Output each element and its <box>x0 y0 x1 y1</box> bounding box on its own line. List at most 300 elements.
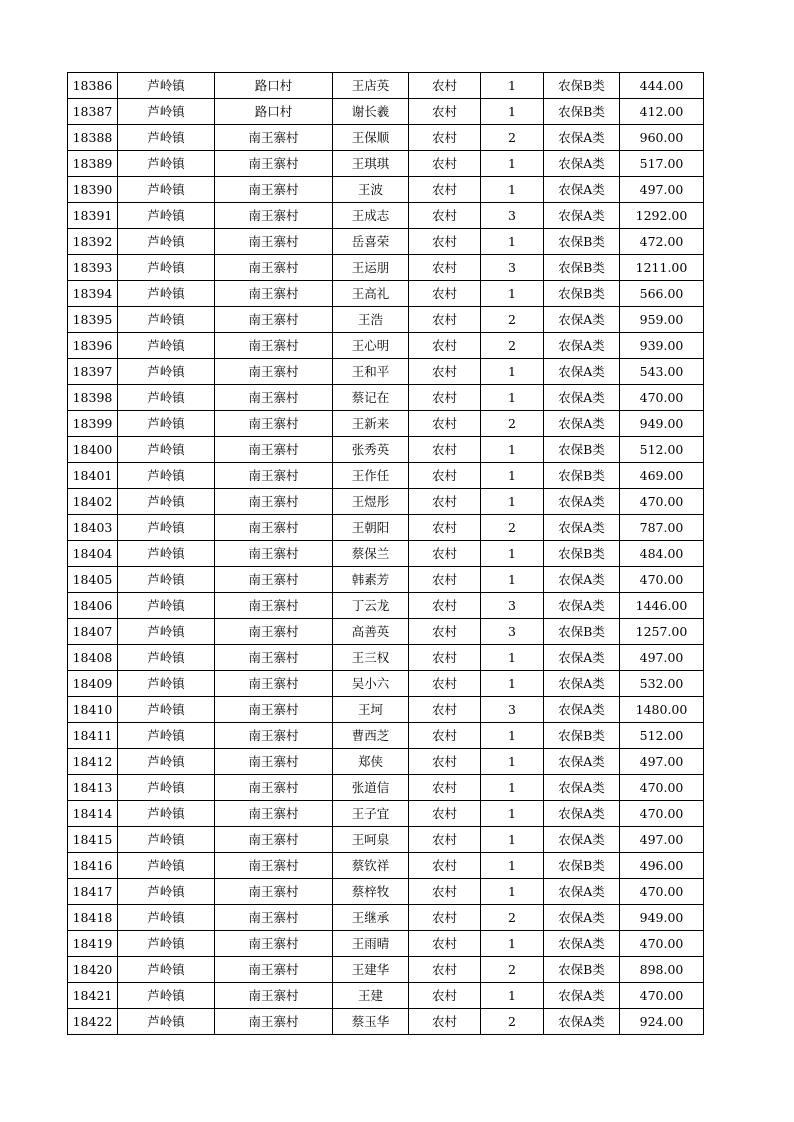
insurance-category-cell: 农保A类 <box>544 671 620 697</box>
insurance-category-cell: 农保A类 <box>544 983 620 1009</box>
household-type-cell: 农村 <box>409 619 481 645</box>
village-cell: 南王寨村 <box>215 281 333 307</box>
household-type-cell: 农村 <box>409 697 481 723</box>
amount-cell: 959.00 <box>620 307 704 333</box>
insurance-category-cell: 农保A类 <box>544 749 620 775</box>
table-row <box>68 333 704 359</box>
table-row <box>68 619 704 645</box>
town-cell: 芦岭镇 <box>118 229 215 255</box>
row-number-cell: 18410 <box>68 697 118 723</box>
amount-cell: 512.00 <box>620 723 704 749</box>
town-cell: 芦岭镇 <box>118 281 215 307</box>
amount-cell: 512.00 <box>620 437 704 463</box>
village-cell: 南王寨村 <box>215 645 333 671</box>
town-cell: 芦岭镇 <box>118 671 215 697</box>
insurance-category-cell: 农保A类 <box>544 879 620 905</box>
table-row <box>68 229 704 255</box>
amount-cell: 949.00 <box>620 905 704 931</box>
insurance-category-cell: 农保B类 <box>544 619 620 645</box>
town-cell: 芦岭镇 <box>118 1009 215 1035</box>
amount-cell: 1211.00 <box>620 255 704 281</box>
household-type-cell: 农村 <box>409 437 481 463</box>
household-type-cell: 农村 <box>409 775 481 801</box>
town-cell: 芦岭镇 <box>118 125 215 151</box>
row-number-cell: 18399 <box>68 411 118 437</box>
name-cell: 张道信 <box>333 775 409 801</box>
insurance-category-cell: 农保B类 <box>544 437 620 463</box>
member-count-cell: 1 <box>481 671 544 697</box>
member-count-cell: 1 <box>481 177 544 203</box>
table-row <box>68 567 704 593</box>
insurance-category-cell: 农保A类 <box>544 333 620 359</box>
member-count-cell: 1 <box>481 489 544 515</box>
insurance-category-cell: 农保B类 <box>544 541 620 567</box>
table-row <box>68 177 704 203</box>
table-row <box>68 671 704 697</box>
insurance-category-cell: 农保A类 <box>544 411 620 437</box>
row-number-cell: 18407 <box>68 619 118 645</box>
insurance-category-cell: 农保A类 <box>544 151 620 177</box>
amount-cell: 898.00 <box>620 957 704 983</box>
amount-cell: 470.00 <box>620 931 704 957</box>
row-number-cell: 18409 <box>68 671 118 697</box>
row-number-cell: 18414 <box>68 801 118 827</box>
table-row <box>68 723 704 749</box>
village-cell: 南王寨村 <box>215 775 333 801</box>
amount-cell: 470.00 <box>620 775 704 801</box>
table-row <box>68 1009 704 1035</box>
town-cell: 芦岭镇 <box>118 541 215 567</box>
insurance-category-cell: 农保B类 <box>544 853 620 879</box>
member-count-cell: 1 <box>481 723 544 749</box>
town-cell: 芦岭镇 <box>118 775 215 801</box>
village-cell: 南王寨村 <box>215 307 333 333</box>
table-row <box>68 359 704 385</box>
row-number-cell: 18403 <box>68 515 118 541</box>
village-cell: 南王寨村 <box>215 567 333 593</box>
name-cell: 王坷 <box>333 697 409 723</box>
name-cell: 王浩 <box>333 307 409 333</box>
household-type-cell: 农村 <box>409 359 481 385</box>
amount-cell: 497.00 <box>620 827 704 853</box>
town-cell: 芦岭镇 <box>118 697 215 723</box>
town-cell: 芦岭镇 <box>118 593 215 619</box>
household-type-cell: 农村 <box>409 541 481 567</box>
name-cell: 王作任 <box>333 463 409 489</box>
member-count-cell: 1 <box>481 827 544 853</box>
member-count-cell: 2 <box>481 125 544 151</box>
household-type-cell: 农村 <box>409 203 481 229</box>
row-number-cell: 18406 <box>68 593 118 619</box>
insurance-category-cell: 农保A类 <box>544 359 620 385</box>
row-number-cell: 18388 <box>68 125 118 151</box>
insurance-category-cell: 农保A类 <box>544 775 620 801</box>
row-number-cell: 18405 <box>68 567 118 593</box>
household-type-cell: 农村 <box>409 723 481 749</box>
insurance-category-cell: 农保A类 <box>544 307 620 333</box>
table-row <box>68 957 704 983</box>
household-type-cell: 农村 <box>409 1009 481 1035</box>
table-row <box>68 307 704 333</box>
row-number-cell: 18386 <box>68 73 118 99</box>
town-cell: 芦岭镇 <box>118 203 215 229</box>
household-type-cell: 农村 <box>409 177 481 203</box>
insurance-category-cell: 农保A类 <box>544 827 620 853</box>
name-cell: 王波 <box>333 177 409 203</box>
household-type-cell: 农村 <box>409 593 481 619</box>
name-cell: 王店英 <box>333 73 409 99</box>
name-cell: 蔡保兰 <box>333 541 409 567</box>
table-row <box>68 73 704 99</box>
village-cell: 南王寨村 <box>215 983 333 1009</box>
insurance-category-cell: 农保A类 <box>544 567 620 593</box>
household-type-cell: 农村 <box>409 801 481 827</box>
village-cell: 南王寨村 <box>215 177 333 203</box>
amount-cell: 1292.00 <box>620 203 704 229</box>
insurance-category-cell: 农保A类 <box>544 203 620 229</box>
village-cell: 南王寨村 <box>215 541 333 567</box>
table-row <box>68 489 704 515</box>
member-count-cell: 2 <box>481 515 544 541</box>
table-row <box>68 983 704 1009</box>
amount-cell: 470.00 <box>620 983 704 1009</box>
town-cell: 芦岭镇 <box>118 905 215 931</box>
table-row <box>68 905 704 931</box>
amount-cell: 787.00 <box>620 515 704 541</box>
household-type-cell: 农村 <box>409 749 481 775</box>
household-type-cell: 农村 <box>409 463 481 489</box>
insurance-category-cell: 农保A类 <box>544 905 620 931</box>
member-count-cell: 1 <box>481 359 544 385</box>
amount-cell: 412.00 <box>620 99 704 125</box>
town-cell: 芦岭镇 <box>118 177 215 203</box>
town-cell: 芦岭镇 <box>118 437 215 463</box>
town-cell: 芦岭镇 <box>118 801 215 827</box>
member-count-cell: 2 <box>481 333 544 359</box>
insurance-category-cell: 农保A类 <box>544 489 620 515</box>
row-number-cell: 18393 <box>68 255 118 281</box>
village-cell: 南王寨村 <box>215 463 333 489</box>
amount-cell: 566.00 <box>620 281 704 307</box>
village-cell: 南王寨村 <box>215 931 333 957</box>
table-row <box>68 827 704 853</box>
name-cell: 王高礼 <box>333 281 409 307</box>
household-type-cell: 农村 <box>409 671 481 697</box>
table-row <box>68 463 704 489</box>
name-cell: 曹西芝 <box>333 723 409 749</box>
amount-cell: 444.00 <box>620 73 704 99</box>
row-number-cell: 18422 <box>68 1009 118 1035</box>
data-table <box>67 72 704 1035</box>
row-number-cell: 18412 <box>68 749 118 775</box>
row-number-cell: 18419 <box>68 931 118 957</box>
name-cell: 王成志 <box>333 203 409 229</box>
household-type-cell: 农村 <box>409 515 481 541</box>
town-cell: 芦岭镇 <box>118 983 215 1009</box>
household-type-cell: 农村 <box>409 333 481 359</box>
insurance-category-cell: 农保B类 <box>544 957 620 983</box>
amount-cell: 484.00 <box>620 541 704 567</box>
member-count-cell: 3 <box>481 255 544 281</box>
town-cell: 芦岭镇 <box>118 463 215 489</box>
amount-cell: 1446.00 <box>620 593 704 619</box>
village-cell: 南王寨村 <box>215 489 333 515</box>
insurance-category-cell: 农保B类 <box>544 463 620 489</box>
village-cell: 南王寨村 <box>215 905 333 931</box>
row-number-cell: 18398 <box>68 385 118 411</box>
amount-cell: 939.00 <box>620 333 704 359</box>
table-row <box>68 879 704 905</box>
row-number-cell: 18416 <box>68 853 118 879</box>
row-number-cell: 18417 <box>68 879 118 905</box>
row-number-cell: 18395 <box>68 307 118 333</box>
insurance-category-cell: 农保A类 <box>544 385 620 411</box>
table-row <box>68 645 704 671</box>
table-row <box>68 593 704 619</box>
insurance-category-cell: 农保A类 <box>544 125 620 151</box>
member-count-cell: 3 <box>481 203 544 229</box>
village-cell: 南王寨村 <box>215 151 333 177</box>
row-number-cell: 18408 <box>68 645 118 671</box>
member-count-cell: 1 <box>481 541 544 567</box>
town-cell: 芦岭镇 <box>118 853 215 879</box>
amount-cell: 1257.00 <box>620 619 704 645</box>
row-number-cell: 18404 <box>68 541 118 567</box>
village-cell: 南王寨村 <box>215 333 333 359</box>
amount-cell: 472.00 <box>620 229 704 255</box>
village-cell: 南王寨村 <box>215 125 333 151</box>
name-cell: 王雨晴 <box>333 931 409 957</box>
town-cell: 芦岭镇 <box>118 619 215 645</box>
household-type-cell: 农村 <box>409 281 481 307</box>
table-row <box>68 203 704 229</box>
member-count-cell: 3 <box>481 697 544 723</box>
member-count-cell: 1 <box>481 73 544 99</box>
name-cell: 岳喜荣 <box>333 229 409 255</box>
table-row <box>68 255 704 281</box>
member-count-cell: 1 <box>481 463 544 489</box>
name-cell: 王三权 <box>333 645 409 671</box>
row-number-cell: 18415 <box>68 827 118 853</box>
name-cell: 丁云龙 <box>333 593 409 619</box>
amount-cell: 960.00 <box>620 125 704 151</box>
town-cell: 芦岭镇 <box>118 489 215 515</box>
member-count-cell: 1 <box>481 99 544 125</box>
village-cell: 南王寨村 <box>215 619 333 645</box>
village-cell: 南王寨村 <box>215 255 333 281</box>
village-cell: 南王寨村 <box>215 671 333 697</box>
town-cell: 芦岭镇 <box>118 879 215 905</box>
table-row <box>68 515 704 541</box>
village-cell: 南王寨村 <box>215 229 333 255</box>
household-type-cell: 农村 <box>409 879 481 905</box>
name-cell: 蔡梓牧 <box>333 879 409 905</box>
name-cell: 谢长羲 <box>333 99 409 125</box>
member-count-cell: 2 <box>481 307 544 333</box>
insurance-category-cell: 农保B类 <box>544 281 620 307</box>
name-cell: 蔡记在 <box>333 385 409 411</box>
member-count-cell: 2 <box>481 957 544 983</box>
town-cell: 芦岭镇 <box>118 385 215 411</box>
insurance-category-cell: 农保A类 <box>544 931 620 957</box>
table-row <box>68 697 704 723</box>
name-cell: 王新来 <box>333 411 409 437</box>
village-cell: 路口村 <box>215 99 333 125</box>
row-number-cell: 18394 <box>68 281 118 307</box>
amount-cell: 543.00 <box>620 359 704 385</box>
insurance-category-cell: 农保B类 <box>544 255 620 281</box>
household-type-cell: 农村 <box>409 307 481 333</box>
amount-cell: 470.00 <box>620 489 704 515</box>
table-row <box>68 125 704 151</box>
village-cell: 南王寨村 <box>215 697 333 723</box>
village-cell: 南王寨村 <box>215 411 333 437</box>
name-cell: 王运朋 <box>333 255 409 281</box>
town-cell: 芦岭镇 <box>118 359 215 385</box>
table-row <box>68 853 704 879</box>
household-type-cell: 农村 <box>409 125 481 151</box>
member-count-cell: 1 <box>481 983 544 1009</box>
row-number-cell: 18392 <box>68 229 118 255</box>
town-cell: 芦岭镇 <box>118 749 215 775</box>
town-cell: 芦岭镇 <box>118 411 215 437</box>
member-count-cell: 1 <box>481 567 544 593</box>
village-cell: 南王寨村 <box>215 827 333 853</box>
village-cell: 南王寨村 <box>215 879 333 905</box>
table-body <box>68 73 704 1035</box>
row-number-cell: 18391 <box>68 203 118 229</box>
amount-cell: 497.00 <box>620 645 704 671</box>
amount-cell: 469.00 <box>620 463 704 489</box>
amount-cell: 949.00 <box>620 411 704 437</box>
town-cell: 芦岭镇 <box>118 723 215 749</box>
town-cell: 芦岭镇 <box>118 645 215 671</box>
village-cell: 路口村 <box>215 73 333 99</box>
member-count-cell: 1 <box>481 853 544 879</box>
town-cell: 芦岭镇 <box>118 333 215 359</box>
insurance-category-cell: 农保A类 <box>544 177 620 203</box>
name-cell: 吴小六 <box>333 671 409 697</box>
table-row <box>68 151 704 177</box>
amount-cell: 1480.00 <box>620 697 704 723</box>
amount-cell: 470.00 <box>620 879 704 905</box>
name-cell: 王煜彤 <box>333 489 409 515</box>
household-type-cell: 农村 <box>409 229 481 255</box>
row-number-cell: 18420 <box>68 957 118 983</box>
amount-cell: 470.00 <box>620 385 704 411</box>
name-cell: 王继承 <box>333 905 409 931</box>
amount-cell: 470.00 <box>620 801 704 827</box>
name-cell: 王呵泉 <box>333 827 409 853</box>
member-count-cell: 1 <box>481 749 544 775</box>
name-cell: 高善英 <box>333 619 409 645</box>
table-row <box>68 99 704 125</box>
household-type-cell: 农村 <box>409 957 481 983</box>
insurance-category-cell: 农保A类 <box>544 801 620 827</box>
member-count-cell: 1 <box>481 931 544 957</box>
member-count-cell: 2 <box>481 411 544 437</box>
town-cell: 芦岭镇 <box>118 567 215 593</box>
town-cell: 芦岭镇 <box>118 255 215 281</box>
name-cell: 王保顺 <box>333 125 409 151</box>
table-row <box>68 411 704 437</box>
household-type-cell: 农村 <box>409 411 481 437</box>
household-type-cell: 农村 <box>409 255 481 281</box>
amount-cell: 496.00 <box>620 853 704 879</box>
member-count-cell: 1 <box>481 437 544 463</box>
village-cell: 南王寨村 <box>215 203 333 229</box>
village-cell: 南王寨村 <box>215 749 333 775</box>
town-cell: 芦岭镇 <box>118 99 215 125</box>
household-type-cell: 农村 <box>409 489 481 515</box>
row-number-cell: 18397 <box>68 359 118 385</box>
village-cell: 南王寨村 <box>215 359 333 385</box>
amount-cell: 517.00 <box>620 151 704 177</box>
village-cell: 南王寨村 <box>215 1009 333 1035</box>
insurance-category-cell: 农保A类 <box>544 645 620 671</box>
member-count-cell: 1 <box>481 801 544 827</box>
table-row <box>68 801 704 827</box>
town-cell: 芦岭镇 <box>118 151 215 177</box>
town-cell: 芦岭镇 <box>118 515 215 541</box>
name-cell: 王建 <box>333 983 409 1009</box>
household-type-cell: 农村 <box>409 853 481 879</box>
name-cell: 王和平 <box>333 359 409 385</box>
insurance-category-cell: 农保A类 <box>544 697 620 723</box>
insurance-category-cell: 农保B类 <box>544 229 620 255</box>
village-cell: 南王寨村 <box>215 385 333 411</box>
village-cell: 南王寨村 <box>215 515 333 541</box>
village-cell: 南王寨村 <box>215 853 333 879</box>
member-count-cell: 3 <box>481 619 544 645</box>
household-type-cell: 农村 <box>409 931 481 957</box>
insurance-category-cell: 农保B类 <box>544 99 620 125</box>
member-count-cell: 1 <box>481 229 544 255</box>
village-cell: 南王寨村 <box>215 957 333 983</box>
name-cell: 王朝阳 <box>333 515 409 541</box>
row-number-cell: 18396 <box>68 333 118 359</box>
member-count-cell: 2 <box>481 905 544 931</box>
name-cell: 郑侠 <box>333 749 409 775</box>
household-type-cell: 农村 <box>409 567 481 593</box>
amount-cell: 470.00 <box>620 567 704 593</box>
row-number-cell: 18402 <box>68 489 118 515</box>
member-count-cell: 1 <box>481 385 544 411</box>
insurance-category-cell: 农保B类 <box>544 723 620 749</box>
household-type-cell: 农村 <box>409 73 481 99</box>
table-row <box>68 437 704 463</box>
row-number-cell: 18418 <box>68 905 118 931</box>
household-type-cell: 农村 <box>409 645 481 671</box>
table-row <box>68 281 704 307</box>
household-type-cell: 农村 <box>409 983 481 1009</box>
insurance-category-cell: 农保A类 <box>544 593 620 619</box>
village-cell: 南王寨村 <box>215 723 333 749</box>
row-number-cell: 18400 <box>68 437 118 463</box>
household-type-cell: 农村 <box>409 385 481 411</box>
name-cell: 王子宜 <box>333 801 409 827</box>
member-count-cell: 1 <box>481 879 544 905</box>
name-cell: 张秀英 <box>333 437 409 463</box>
insurance-category-cell: 农保A类 <box>544 1009 620 1035</box>
member-count-cell: 1 <box>481 775 544 801</box>
member-count-cell: 2 <box>481 1009 544 1035</box>
amount-cell: 532.00 <box>620 671 704 697</box>
row-number-cell: 18390 <box>68 177 118 203</box>
town-cell: 芦岭镇 <box>118 827 215 853</box>
name-cell: 蔡玉华 <box>333 1009 409 1035</box>
member-count-cell: 1 <box>481 645 544 671</box>
